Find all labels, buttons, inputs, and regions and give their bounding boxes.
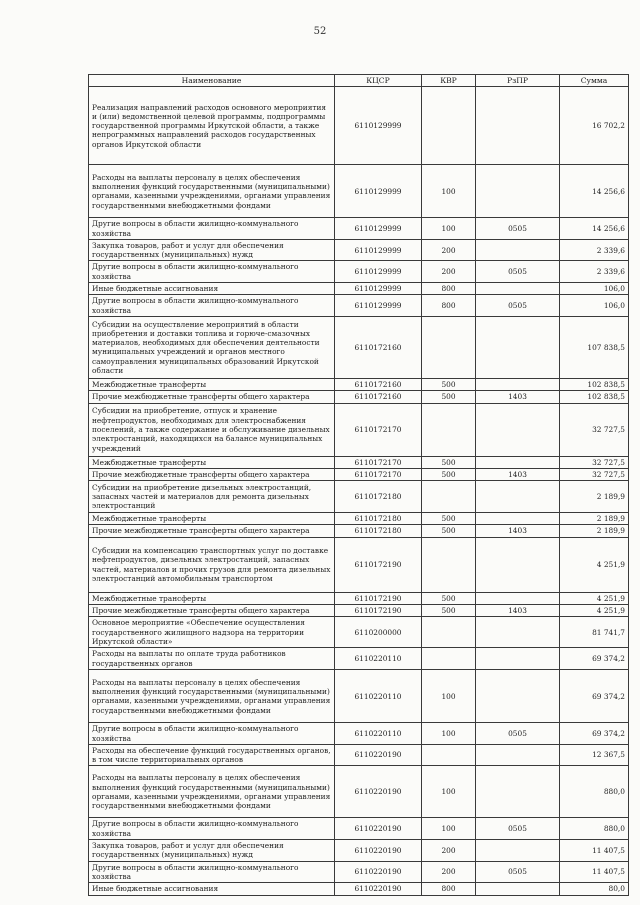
cell-sum: 32 727,5 [560, 403, 629, 456]
cell-sum: 102 838,5 [560, 391, 629, 403]
cell-rzpr [476, 403, 560, 456]
cell-kvr: 500 [422, 391, 476, 403]
cell-name: Субсидии на осуществление мероприятий в области приобретения и доставки топлива и горюче-смазочных материалов, необходимых для обеспечения деятельности муниципальных учреждений и органов местного самоуправления муниципальных образований Иркутской области [89, 316, 335, 378]
page-number: 52 [313, 26, 327, 37]
cell-rzpr [476, 87, 560, 165]
cell-kvr: 100 [422, 670, 476, 723]
cell-sum: 2 189,9 [560, 513, 629, 525]
cell-kcsr: 6110172170 [335, 468, 422, 480]
cell-sum: 106,0 [560, 295, 629, 317]
table-row [89, 723, 629, 745]
table-row [89, 840, 629, 862]
cell-kcsr: 6110129999 [335, 87, 422, 165]
cell-kcsr: 6110172160 [335, 378, 422, 390]
cell-kvr [422, 537, 476, 592]
cell-name: Реализация направлений расходов основного мероприятия и (или) ведомственной целевой программы, подпрограммы государственной программы Иркутской области, а также непрограммных направлений расходов государственных органов Иркутской области [89, 87, 335, 165]
table-row [89, 537, 629, 592]
cell-kvr: 500 [422, 605, 476, 617]
cell-rzpr [476, 883, 560, 895]
cell-sum: 2 189,9 [560, 481, 629, 513]
cell-sum: 69 374,2 [560, 648, 629, 670]
cell-sum: 11 407,5 [560, 861, 629, 883]
table-row [89, 261, 629, 283]
cell-sum: 69 374,2 [560, 670, 629, 723]
table-row [89, 766, 629, 818]
cell-kcsr: 6110220190 [335, 744, 422, 766]
cell-name: Основное мероприятие «Обеспечение осуществления государственного жилищного надзора на территории Иркутской области» [89, 617, 335, 648]
table-row [89, 391, 629, 403]
cell-rzpr [476, 744, 560, 766]
cell-rzpr: 0505 [476, 723, 560, 745]
cell-sum: 16 702,2 [560, 87, 629, 165]
cell-rzpr: 0505 [476, 818, 560, 840]
cell-name: Расходы на обеспечение функций государственных органов, в том числе территориальных органов [89, 744, 335, 766]
table-row [89, 283, 629, 295]
cell-kcsr: 6110220110 [335, 723, 422, 745]
cell-name: Другие вопросы в области жилищно-коммунального хозяйства [89, 261, 335, 283]
cell-kcsr: 6110172180 [335, 513, 422, 525]
cell-name: Закупка товаров, работ и услуг для обеспечения государственных (муниципальных) нужд [89, 239, 335, 261]
budget-table [88, 74, 629, 896]
header-kcsr: КЦСР [335, 75, 422, 87]
cell-kcsr: 6110172190 [335, 605, 422, 617]
cell-kvr [422, 744, 476, 766]
table-row [89, 670, 629, 723]
cell-name: Другие вопросы в области жилищно-коммунального хозяйства [89, 723, 335, 745]
cell-rzpr [476, 378, 560, 390]
cell-rzpr [476, 456, 560, 468]
cell-name: Другие вопросы в области жилищно-коммунального хозяйства [89, 861, 335, 883]
cell-name: Закупка товаров, работ и услуг для обеспечения государственных (муниципальных) нужд [89, 840, 335, 862]
cell-sum: 107 838,5 [560, 316, 629, 378]
table-row [89, 525, 629, 537]
cell-name: Межбюджетные трансферты [89, 378, 335, 390]
cell-sum: 2 189,9 [560, 525, 629, 537]
cell-kvr: 100 [422, 766, 476, 818]
table-body [89, 87, 629, 895]
cell-rzpr [476, 239, 560, 261]
cell-sum: 14 256,6 [560, 165, 629, 218]
header-sum: Сумма [560, 75, 629, 87]
cell-kcsr: 6110129999 [335, 165, 422, 218]
cell-sum: 14 256,6 [560, 218, 629, 240]
cell-kcsr: 6110220110 [335, 648, 422, 670]
table-row [89, 513, 629, 525]
cell-rzpr: 0505 [476, 218, 560, 240]
cell-kcsr: 6110172160 [335, 316, 422, 378]
cell-kvr [422, 617, 476, 648]
cell-name: Расходы на выплаты персоналу в целях обеспечения выполнения функций государственными (муниципальными) органами, казенными учреждениями, органами управления государственными внебюджетными фондами [89, 165, 335, 218]
table-row [89, 861, 629, 883]
cell-kcsr: 6110129999 [335, 283, 422, 295]
cell-name: Прочие межбюджетные трансферты общего характера [89, 525, 335, 537]
cell-name: Субсидии на приобретение, отпуск и хранение нефтепродуктов, необходимых для электроснабжения поселений, а также содержание и обслуживание дизельных электростанций, находящихся на балансе муниципальных учреждений [89, 403, 335, 456]
cell-kcsr: 6110129999 [335, 218, 422, 240]
cell-sum: 4 251,9 [560, 537, 629, 592]
cell-sum: 4 251,9 [560, 592, 629, 604]
cell-kvr [422, 648, 476, 670]
cell-kvr: 500 [422, 592, 476, 604]
cell-name: Расходы на выплаты персоналу в целях обеспечения выполнения функций государственными (муниципальными) органами, казенными учреждениями, органами управления государственными внебюджетными фондами [89, 766, 335, 818]
cell-kvr: 200 [422, 861, 476, 883]
cell-kcsr: 6110220190 [335, 883, 422, 895]
cell-kvr: 200 [422, 840, 476, 862]
cell-sum: 32 727,5 [560, 456, 629, 468]
cell-kvr: 500 [422, 525, 476, 537]
cell-kvr [422, 481, 476, 513]
cell-rzpr [476, 670, 560, 723]
header-rzpr: РзПР [476, 75, 560, 87]
cell-rzpr: 1403 [476, 605, 560, 617]
cell-sum: 2 339,6 [560, 261, 629, 283]
table-row [89, 456, 629, 468]
table-row [89, 403, 629, 456]
cell-kcsr: 6110220190 [335, 861, 422, 883]
cell-name: Межбюджетные трансферты [89, 513, 335, 525]
cell-rzpr: 1403 [476, 468, 560, 480]
cell-kcsr: 6110172180 [335, 481, 422, 513]
table-row [89, 218, 629, 240]
table-row [89, 87, 629, 165]
cell-kcsr: 6110220190 [335, 818, 422, 840]
cell-sum: 880,0 [560, 818, 629, 840]
cell-sum: 12 367,5 [560, 744, 629, 766]
cell-name: Расходы на выплаты по оплате труда работников государственных органов [89, 648, 335, 670]
cell-name: Прочие межбюджетные трансферты общего характера [89, 468, 335, 480]
table-row [89, 617, 629, 648]
table-row [89, 378, 629, 390]
cell-rzpr: 0505 [476, 295, 560, 317]
cell-kcsr: 6110172190 [335, 537, 422, 592]
cell-kvr: 500 [422, 378, 476, 390]
cell-rzpr [476, 648, 560, 670]
cell-name: Другие вопросы в области жилищно-коммунального хозяйства [89, 818, 335, 840]
cell-sum: 102 838,5 [560, 378, 629, 390]
cell-rzpr [476, 165, 560, 218]
table-row [89, 239, 629, 261]
cell-kvr: 500 [422, 456, 476, 468]
cell-kvr: 100 [422, 818, 476, 840]
cell-name: Межбюджетные трансферты [89, 592, 335, 604]
cell-kvr: 100 [422, 723, 476, 745]
table-row [89, 165, 629, 218]
cell-name: Субсидии на приобретение дизельных электростанций, запасных частей и материалов для ремонта дизельных электростанций [89, 481, 335, 513]
cell-sum: 69 374,2 [560, 723, 629, 745]
table-row [89, 592, 629, 604]
cell-kvr: 800 [422, 883, 476, 895]
cell-kvr [422, 316, 476, 378]
cell-name: Межбюджетные трансферты [89, 456, 335, 468]
cell-kcsr: 6110129999 [335, 261, 422, 283]
cell-rzpr: 0505 [476, 261, 560, 283]
cell-kvr: 800 [422, 283, 476, 295]
cell-kcsr: 6110172190 [335, 592, 422, 604]
cell-rzpr: 0505 [476, 861, 560, 883]
cell-rzpr: 1403 [476, 525, 560, 537]
cell-kcsr: 6110220190 [335, 766, 422, 818]
table-row [89, 883, 629, 895]
cell-sum: 81 741,7 [560, 617, 629, 648]
cell-kvr: 100 [422, 218, 476, 240]
cell-rzpr [476, 537, 560, 592]
cell-kvr: 500 [422, 468, 476, 480]
table-row [89, 481, 629, 513]
cell-kcsr: 6110129999 [335, 239, 422, 261]
cell-kvr: 500 [422, 513, 476, 525]
cell-rzpr [476, 766, 560, 818]
cell-kvr: 100 [422, 165, 476, 218]
table-row [89, 605, 629, 617]
cell-kcsr: 6110220190 [335, 840, 422, 862]
cell-kcsr: 6110129999 [335, 295, 422, 317]
cell-rzpr [476, 481, 560, 513]
cell-rzpr [476, 592, 560, 604]
cell-name: Прочие межбюджетные трансферты общего характера [89, 605, 335, 617]
cell-kcsr: 6110172180 [335, 525, 422, 537]
header-kvr: КВР [422, 75, 476, 87]
cell-rzpr [476, 283, 560, 295]
cell-name: Другие вопросы в области жилищно-коммунального хозяйства [89, 295, 335, 317]
table-row [89, 744, 629, 766]
table-row [89, 295, 629, 317]
table-header-row [89, 75, 629, 87]
cell-kcsr: 6110172170 [335, 403, 422, 456]
cell-kvr: 800 [422, 295, 476, 317]
cell-name: Другие вопросы в области жилищно-коммунального хозяйства [89, 218, 335, 240]
header-name: Наименование [89, 75, 335, 87]
cell-kvr [422, 403, 476, 456]
cell-name: Субсидии на компенсацию транспортных услуг по доставке нефтепродуктов, дизельных электростанций, запасных частей, материалов и прочих грузов для ремонта дизельных электростанций автомобильным транспортом [89, 537, 335, 592]
cell-sum: 80,0 [560, 883, 629, 895]
table-row [89, 818, 629, 840]
cell-kvr: 200 [422, 261, 476, 283]
table-row [89, 468, 629, 480]
cell-sum: 4 251,9 [560, 605, 629, 617]
cell-kvr: 200 [422, 239, 476, 261]
cell-name: Иные бюджетные ассигнования [89, 883, 335, 895]
cell-sum: 2 339,6 [560, 239, 629, 261]
cell-sum: 32 727,5 [560, 468, 629, 480]
cell-sum: 11 407,5 [560, 840, 629, 862]
cell-rzpr: 1403 [476, 391, 560, 403]
table-row [89, 316, 629, 378]
cell-kvr [422, 87, 476, 165]
cell-name: Расходы на выплаты персоналу в целях обеспечения выполнения функций государственными (муниципальными) органами, казенными учреждениями, органами управления государственными внебюджетными фондами [89, 670, 335, 723]
cell-sum: 880,0 [560, 766, 629, 818]
cell-rzpr [476, 316, 560, 378]
cell-name: Иные бюджетные ассигнования [89, 283, 335, 295]
cell-rzpr [476, 513, 560, 525]
cell-kcsr: 6110172160 [335, 391, 422, 403]
cell-kcsr: 6110172170 [335, 456, 422, 468]
cell-name: Прочие межбюджетные трансферты общего характера [89, 391, 335, 403]
cell-kcsr: 6110200000 [335, 617, 422, 648]
table-row [89, 648, 629, 670]
cell-rzpr [476, 840, 560, 862]
cell-sum: 106,0 [560, 283, 629, 295]
cell-kcsr: 6110220110 [335, 670, 422, 723]
cell-rzpr [476, 617, 560, 648]
